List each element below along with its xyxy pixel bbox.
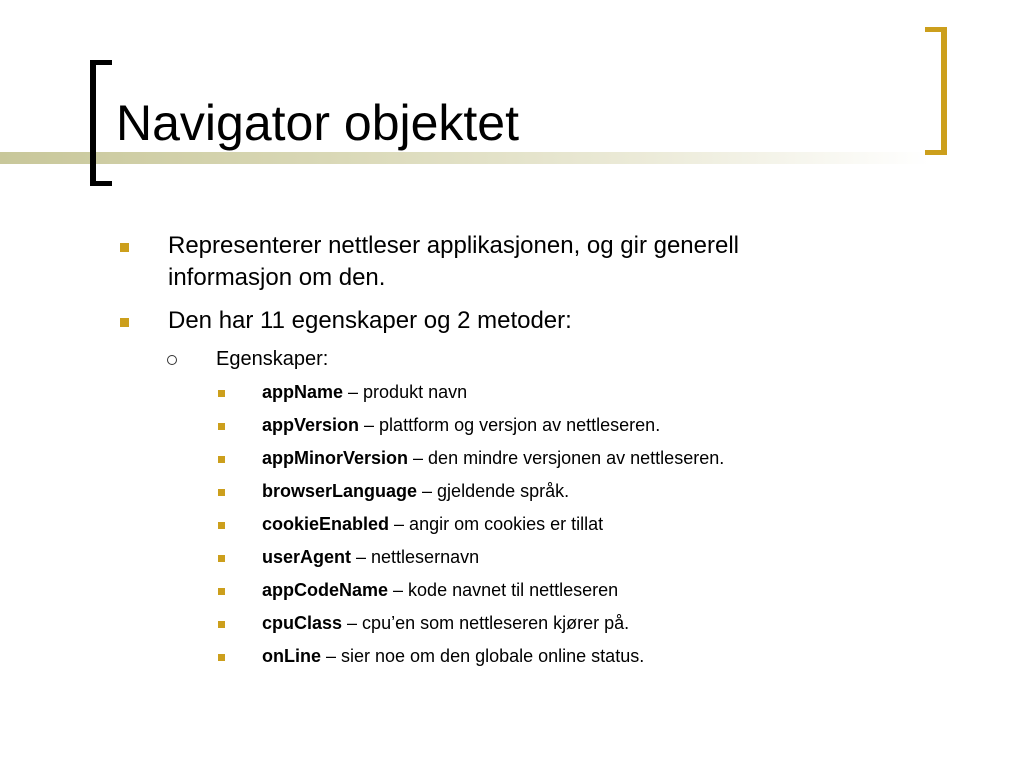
property-desc: – plattform og versjon av nettleseren. (359, 415, 661, 435)
property-desc: – angir om cookies er tillat (389, 514, 604, 534)
bullet-square-icon (218, 588, 225, 595)
bullet-square-icon (120, 243, 129, 252)
property-desc: – cpu’en som nettleseren kjører på. (342, 613, 630, 633)
property-desc: – produkt navn (343, 382, 468, 402)
property-item (262, 479, 569, 503)
property-term: appCodeName (262, 580, 389, 600)
property-item (262, 512, 603, 536)
property-term: appMinorVersion (262, 448, 409, 468)
property-item (262, 644, 644, 668)
bullet-square-icon (218, 456, 225, 463)
property-term: userAgent (262, 547, 352, 567)
bullet-square-icon (218, 390, 225, 397)
property-term: browserLanguage (262, 481, 418, 501)
property-item (262, 446, 724, 470)
property-item (262, 380, 467, 404)
bullet-square-icon (120, 318, 129, 327)
property-desc: – nettlesernavn (351, 547, 480, 567)
property-term: cookieEnabled (262, 514, 390, 534)
title-band-decoration (0, 152, 930, 164)
property-item (262, 413, 660, 437)
slide-title: Navigator objektet (116, 95, 520, 151)
right-bracket-decoration (925, 27, 947, 155)
property-term: appVersion (262, 415, 360, 435)
property-term: cpuClass (262, 613, 343, 633)
bullet-square-icon (218, 489, 225, 496)
sub-heading: Egenskaper: (216, 348, 329, 370)
bullet-square-icon (218, 621, 225, 628)
bullet-item: Representerer nettleser applikasjonen, og gir generell informasjon om den. (168, 232, 740, 291)
property-desc: – sier noe om den globale online status. (321, 646, 645, 666)
property-term: appName (262, 382, 344, 402)
bullet-square-icon (218, 654, 225, 661)
bullet-square-icon (218, 555, 225, 562)
property-item (262, 578, 618, 602)
property-desc: – den mindre versjonen av nettleseren. (408, 448, 725, 468)
property-term: onLine (262, 646, 321, 666)
bullet-square-icon (218, 522, 225, 529)
bullet-item: Den har 11 egenskaper og 2 metoder: (168, 307, 572, 334)
bullet-square-icon (218, 423, 225, 430)
property-item (262, 545, 479, 569)
bullet-circle-icon (167, 355, 177, 365)
property-desc: – kode navnet til nettleseren (388, 580, 619, 600)
property-desc: – gjeldende språk. (417, 481, 570, 501)
left-bracket-decoration (90, 60, 112, 186)
property-item (262, 611, 629, 635)
